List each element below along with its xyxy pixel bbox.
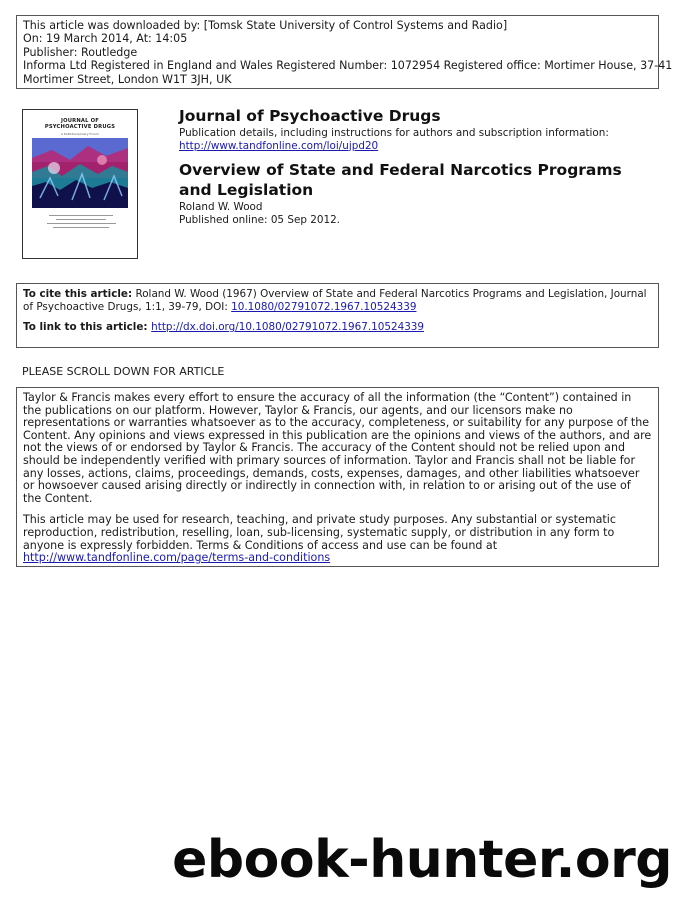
author-name: Roland W. Wood (179, 201, 263, 213)
cite-label: To cite this article: (23, 288, 133, 300)
disclaimer-box (16, 387, 659, 567)
journal-link[interactable]: http://www.tandfonline.com/loi/ujpd20 (179, 139, 379, 152)
download-line: Informa Ltd Registered in England and Wales Registered Number: 1072954 Registered office: Mortimer House, 37-41 (23, 59, 673, 73)
doi-link[interactable]: 10.1080/02791072.1967.10524339 (231, 300, 417, 313)
watermark-text: ebook-hunter.org (172, 830, 672, 890)
download-line: On: 19 March 2014, At: 14:05 (23, 32, 188, 46)
download-line: This article was downloaded by: [Tomsk State University of Control Systems and Radio] (23, 19, 508, 32)
cover-title (23, 118, 137, 130)
cover-caption-lines (35, 212, 127, 231)
terms-link[interactable]: http://www.tandfonline.com/page/terms-and-conditions (23, 551, 331, 565)
publication-details (179, 127, 609, 152)
link-paragraph (23, 321, 652, 334)
disclaimer-paragraph-1: Taylor & Francis makes every effort to ensure the accuracy of all the information (the “Content”) contained in the publications on our platform. However, Taylor & Francis, our agents, and our licensors make no representations or warranties whatsoever as to the accuracy, completeness, or suitability for any purpose of the Content. Any opinions and views expressed in this publication are the opinions and views of the authors, and are not the views of or endorsed by Taylor & Francis. The accuracy of the Content should not be relied upon and should be independently verified with primary sources of information. Taylor and Francis shall not be liable for any losses, actions, claims, proceedings, demands, costs, expenses, damages, and other liabilities whatsoever or howsoever caused arising directly or indirectly in connection with, in relation to or arising out of the use of the Content. (23, 391, 652, 505)
link-label: To link to this article: (23, 321, 152, 334)
article-title: Overview of State and Federal Narcotics Programs and Legislation (179, 161, 622, 199)
citation-box (16, 283, 659, 348)
article-meta (179, 201, 340, 226)
download-line: Publisher: Routledge (23, 45, 138, 59)
cover-artwork (32, 138, 128, 208)
cover-title-line1: JOURNAL OF (61, 118, 99, 124)
cite-text: Roland W. Wood (1967) Overview of State and Federal Narcotics Programs and Legislation, Journal of Psychoactive Drugs, 1:1, 39-79, DOI: (23, 288, 647, 313)
download-info-box (16, 15, 673, 89)
cite-paragraph (23, 288, 652, 313)
cover-title-line2: PSYCHOACTIVE DRUGS (44, 124, 116, 130)
cover-subtitle: A Multidisciplinary Forum (61, 132, 99, 136)
disclaimer-paragraph-2-text: This article may be used for research, teaching, and private study purposes. Any substantial or systematic reproduction, redistribution, reselling, loan, sub-licensing, systematic supply, or distribution in any form to anyone is expressly forbidden. Terms & Conditions of access and use can be found at (23, 513, 616, 552)
journal-cover-image (22, 109, 138, 259)
journal-title: Journal of Psychoactive Drugs (179, 107, 441, 125)
published-date: Published online: 05 Sep 2012. (179, 213, 340, 226)
article-doi-url-link[interactable]: http://dx.doi.org/10.1080/02791072.1967.10524339 (151, 321, 425, 334)
download-line: Mortimer Street, London W1T 3JH, UK (23, 72, 232, 86)
disclaimer-paragraph-2 (23, 514, 652, 564)
publication-details-text: Publication details, including instructions for authors and subscription information: (179, 127, 609, 139)
scroll-notice: PLEASE SCROLL DOWN FOR ARTICLE (22, 365, 225, 378)
